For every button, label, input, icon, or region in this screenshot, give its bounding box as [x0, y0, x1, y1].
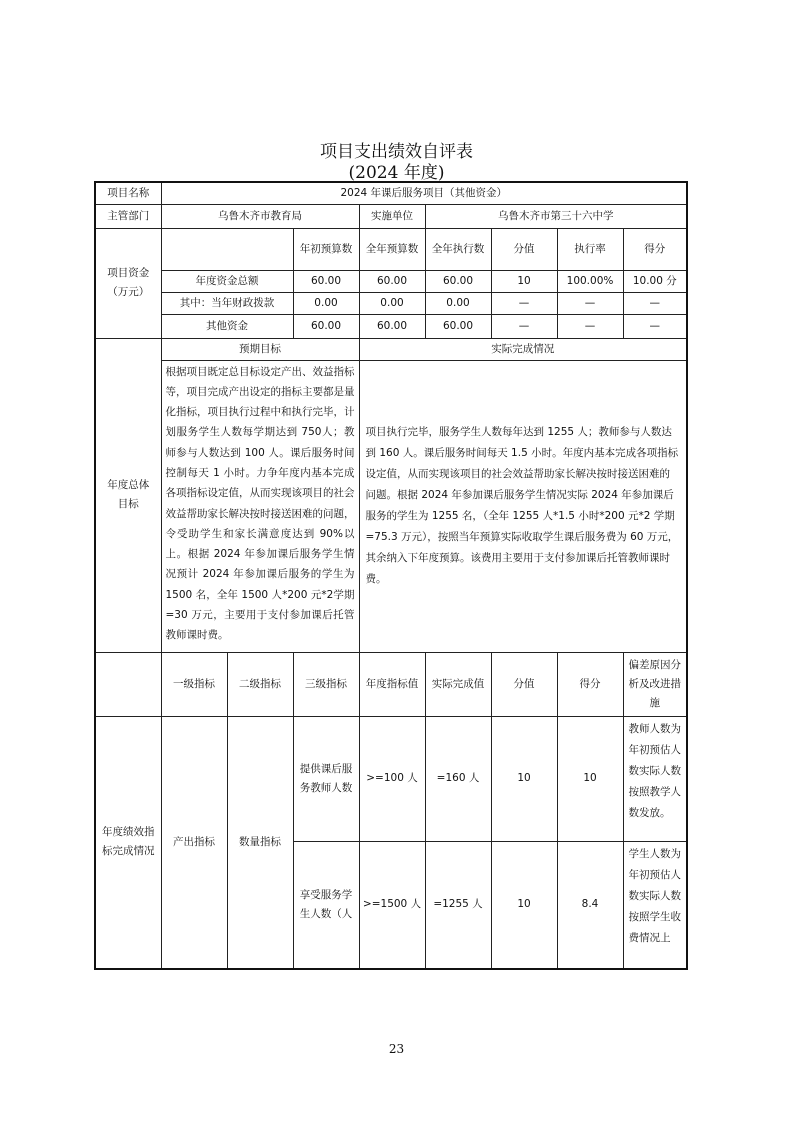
funds-cell: 10 [491, 270, 557, 292]
expected-goal-header: 预期目标 [161, 338, 359, 360]
funds-cell: 100.00% [557, 270, 623, 292]
indicator-note: 学生人数为年初预估人数实际人数按照学生收费情况上 [623, 841, 687, 969]
funds-cell: 60.00 [425, 314, 491, 338]
table-row [95, 182, 687, 204]
impl-value: 乌鲁木齐市第三十六中学 [425, 204, 687, 228]
funds-cell: 10.00 分 [623, 270, 687, 292]
funds-cell: 60.00 [359, 314, 425, 338]
funds-header-blank [161, 228, 293, 270]
funds-cell: — [491, 292, 557, 314]
indicator-header: 年度指标值 [359, 652, 425, 716]
table-row [95, 270, 687, 292]
funds-cell: 60.00 [293, 270, 359, 292]
table-row [95, 338, 687, 360]
goals-label-line1: 年度总体 [107, 479, 150, 491]
funds-label-line2: （万元） [107, 286, 150, 298]
indicator-header: 偏差原因分析及改进措施 [623, 652, 687, 716]
indicator-header: 一级指标 [161, 652, 227, 716]
funds-cell: — [623, 314, 687, 338]
funds-label [95, 228, 161, 338]
indicator-header-blank [95, 652, 161, 716]
funds-cell: 0.00 [425, 292, 491, 314]
table-row [95, 652, 687, 716]
indicator-header: 二级指标 [227, 652, 293, 716]
indicator-header: 实际完成值 [425, 652, 491, 716]
indicator-level2: 数量指标 [227, 716, 293, 969]
goals-label-line2: 目标 [117, 498, 139, 510]
project-name-label: 项目名称 [95, 182, 161, 204]
funds-cell: 0.00 [293, 292, 359, 314]
funds-header: 分值 [491, 228, 557, 270]
funds-cell: 0.00 [359, 292, 425, 314]
table-row [95, 292, 687, 314]
indicator-section-label: 年度绩效指标完成情况 [95, 716, 161, 969]
funds-header: 执行率 [557, 228, 623, 270]
page-subtitle: (2024 年度) [348, 163, 445, 183]
indicator-note: 教师人数为年初预估人数实际人数按照教学人数发放。 [623, 716, 687, 841]
indicator-target: >=1500 人 [359, 841, 425, 969]
funds-cell: 60.00 [359, 270, 425, 292]
funds-row-name: 年度资金总额 [161, 270, 293, 292]
dept-label: 主管部门 [95, 204, 161, 228]
indicator-actual: =160 人 [425, 716, 491, 841]
indicator-header: 分值 [491, 652, 557, 716]
indicator-level1: 产出指标 [161, 716, 227, 969]
funds-header: 年初预算数 [293, 228, 359, 270]
indicator-level3: 享受服务学生人数（人 [293, 841, 359, 969]
expected-goal-text: 根据项目既定总目标设定产出、效益指标等，项目完成产出设定的指标主要都是量化指标，项目执行过程中和执行完毕，计划服务学生人数每学期达到 750人；教师参与人数达到 100 人。课后服务时间控制每天 1 小时。力争年度内基本完成各项指标设定值，从而实现该项目的社会效益帮助家长解决按时接送困难的问题，令受助学生和家长满意度达到 90%以上。根据 2024 年参加课后服务学生情况预计 2024 年参加课后服务的学生为 1500 名，全年 1500 人*200 元*2学期=30 万元，主要用于支付参加课后托管教师课时费。 [161, 360, 359, 652]
table-row [95, 716, 687, 841]
table-row [95, 204, 687, 228]
indicator-level3: 提供课后服务教师人数 [293, 716, 359, 841]
funds-label-line1: 项目资金 [107, 267, 150, 279]
table-row [95, 228, 687, 270]
funds-header: 得分 [623, 228, 687, 270]
project-name-value: 2024 年课后服务项目（其他资金） [161, 182, 687, 204]
funds-header: 全年预算数 [359, 228, 425, 270]
funds-row-name: 其他资金 [161, 314, 293, 338]
dept-value: 乌鲁木齐市教育局 [161, 204, 359, 228]
performance-table [94, 181, 688, 970]
page-title: 项目支出绩效自评表 [320, 142, 473, 162]
indicator-score-max: 10 [491, 841, 557, 969]
funds-cell: — [491, 314, 557, 338]
indicator-score-max: 10 [491, 716, 557, 841]
table-row [95, 360, 687, 652]
indicator-target: >=100 人 [359, 716, 425, 841]
goals-label [95, 338, 161, 652]
indicator-score: 8.4 [557, 841, 623, 969]
indicator-score: 10 [557, 716, 623, 841]
funds-cell: — [557, 314, 623, 338]
page-number: 23 [388, 1042, 405, 1056]
funds-header: 全年执行数 [425, 228, 491, 270]
funds-cell: 60.00 [293, 314, 359, 338]
indicator-actual: =1255 人 [425, 841, 491, 969]
impl-label: 实施单位 [359, 204, 425, 228]
indicator-header: 得分 [557, 652, 623, 716]
table-row [95, 314, 687, 338]
actual-goal-header: 实际完成情况 [359, 338, 687, 360]
funds-cell: — [557, 292, 623, 314]
funds-row-name: 其中：当年财政拨款 [161, 292, 293, 314]
funds-cell: 60.00 [425, 270, 491, 292]
funds-cell: — [623, 292, 687, 314]
actual-goal-text: 项目执行完毕，服务学生人数每年达到 1255 人；教师参与人数达到 160 人。课后服务时间每天 1.5 小时。年度内基本完成各项指标设定值，从而实现该项目的社会效益帮助家长解决按时接送困难的问题。根据 2024 年参加课后服务学生情况实际 2024 年参加课后服务的学生为 1255 名，（全年 1255 人*1.5 小时*200 元*2 学期=75.3 万元），按照当年预算实际收取学生课后服务费为 60 万元，其余纳入下年度预算。该费用主要用于支付参加课后托管教师课时费。 [359, 360, 687, 652]
indicator-header: 三级指标 [293, 652, 359, 716]
